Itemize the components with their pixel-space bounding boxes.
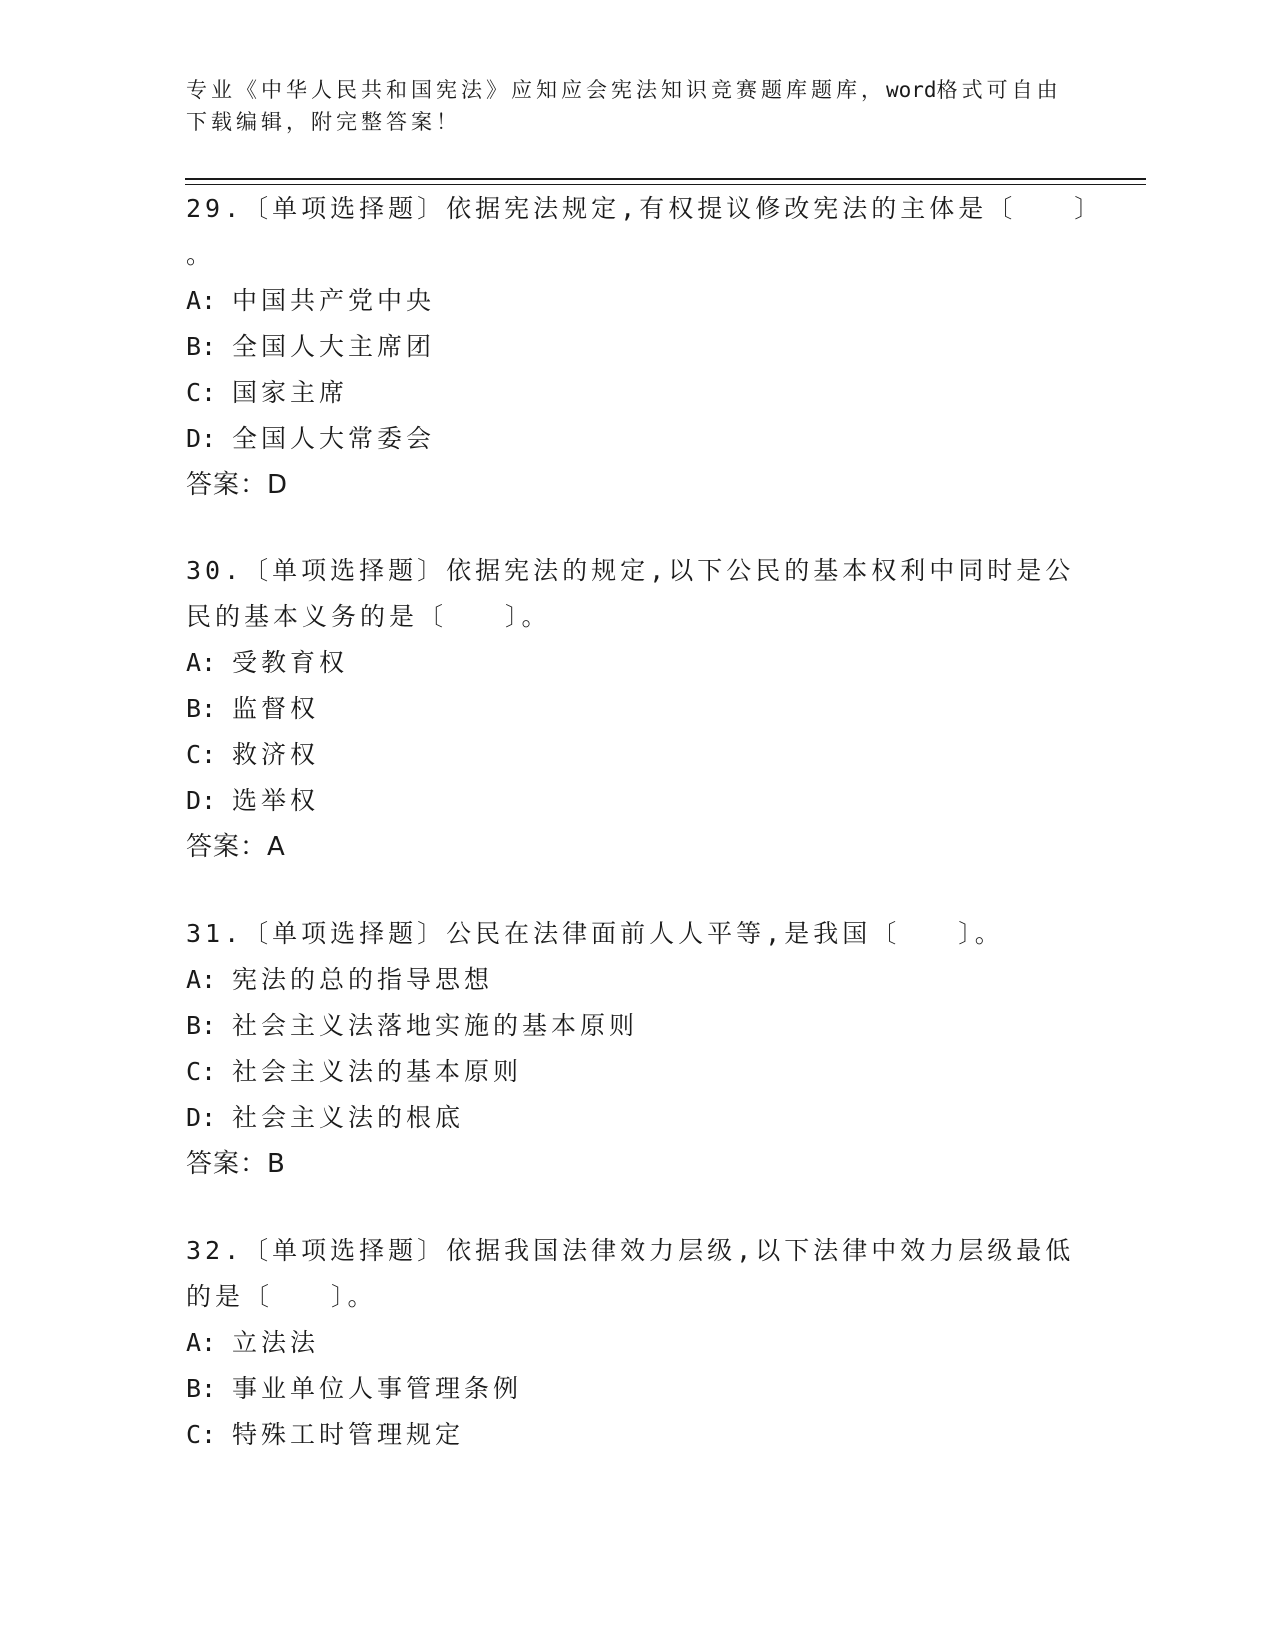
option-d	[186, 416, 1086, 462]
option-b	[186, 1003, 1086, 1049]
question-stem-line: 31.〔单项选择题〕公民在法律面前人人平等,是我国〔 〕。	[186, 919, 1004, 948]
question-stem	[186, 186, 1104, 278]
option-text: 社会主义法落地实施的基本原则	[232, 1011, 639, 1040]
header-line-2: 下载编辑，附完整答案！	[186, 110, 461, 134]
option-d	[186, 1095, 1086, 1141]
option-c	[186, 732, 1086, 778]
option-letter: D:	[186, 786, 217, 815]
question-29	[186, 186, 1104, 508]
option-letter: D:	[186, 424, 217, 453]
option-a	[186, 1320, 1086, 1366]
question-stem-line: 30.〔单项选择题〕依据宪法的规定,以下公民的基本权利中同时是公	[186, 556, 1075, 585]
question-stem-line: 。	[186, 240, 216, 269]
option-a	[186, 640, 1086, 686]
answer-line: 答案：B	[186, 1149, 286, 1179]
option-letter: A:	[186, 965, 217, 994]
option-c	[186, 1412, 1086, 1458]
header-divider-thick	[185, 178, 1146, 180]
question-30	[186, 548, 1086, 870]
document-header	[186, 74, 1086, 138]
option-letter: A:	[186, 648, 217, 677]
option-letter: B:	[186, 332, 217, 361]
question-stem-line: 32.〔单项选择题〕依据我国法律效力层级,以下法律中效力层级最低	[186, 1236, 1075, 1265]
option-letter: B:	[186, 1011, 217, 1040]
option-text: 全国人大常委会	[232, 424, 436, 453]
option-text: 救济权	[232, 740, 320, 769]
option-letter: C:	[186, 1057, 217, 1086]
option-a	[186, 278, 1086, 324]
option-letter: A:	[186, 286, 217, 315]
question-31	[186, 911, 1086, 1187]
option-text: 社会主义法的基本原则	[232, 1057, 523, 1086]
option-c	[186, 370, 1086, 416]
question-stem-line: 29.〔单项选择题〕依据宪法规定,有权提议修改宪法的主体是〔 〕	[186, 194, 1104, 223]
header-line-1	[186, 74, 1086, 106]
option-text: 中国共产党中央	[232, 286, 436, 315]
option-text: 立法法	[232, 1328, 320, 1357]
option-text: 选举权	[232, 786, 320, 815]
header-title-prefix: 专业《中华人民共和国宪法》应知应会宪法知识竞赛题库题库，	[186, 78, 886, 102]
question-stem-line: 的是〔 〕。	[186, 1282, 377, 1311]
option-text: 受教育权	[232, 648, 349, 677]
option-text: 特殊工时管理规定	[232, 1420, 465, 1449]
option-letter: C:	[186, 740, 217, 769]
option-text: 事业单位人事管理条例	[232, 1374, 523, 1403]
question-stem	[186, 1228, 1086, 1320]
option-c	[186, 1049, 1086, 1095]
option-letter: D:	[186, 1103, 217, 1132]
option-text: 国家主席	[232, 378, 349, 407]
option-letter: B:	[186, 694, 217, 723]
option-a	[186, 957, 1086, 1003]
option-text: 监督权	[232, 694, 320, 723]
option-d	[186, 778, 1086, 824]
answer-line: 答案：D	[186, 470, 289, 500]
option-letter: B:	[186, 1374, 217, 1403]
option-b	[186, 1366, 1086, 1412]
header-title-suffix: 格式可自由	[936, 78, 1062, 102]
option-letter: A:	[186, 1328, 217, 1357]
answer-line: 答案：A	[186, 832, 286, 862]
option-b	[186, 686, 1086, 732]
header-divider-thin	[185, 184, 1146, 185]
question-32	[186, 1228, 1086, 1458]
option-text: 社会主义法的根底	[232, 1103, 465, 1132]
question-stem	[186, 548, 1086, 640]
option-text: 宪法的总的指导思想	[232, 965, 494, 994]
question-stem-line: 民的基本义务的是〔 〕。	[186, 602, 551, 631]
question-stem	[186, 911, 1086, 957]
option-b	[186, 324, 1086, 370]
option-letter: C:	[186, 378, 217, 407]
option-text: 全国人大主席团	[232, 332, 436, 361]
option-letter: C:	[186, 1420, 217, 1449]
header-word-format: word	[886, 78, 937, 102]
